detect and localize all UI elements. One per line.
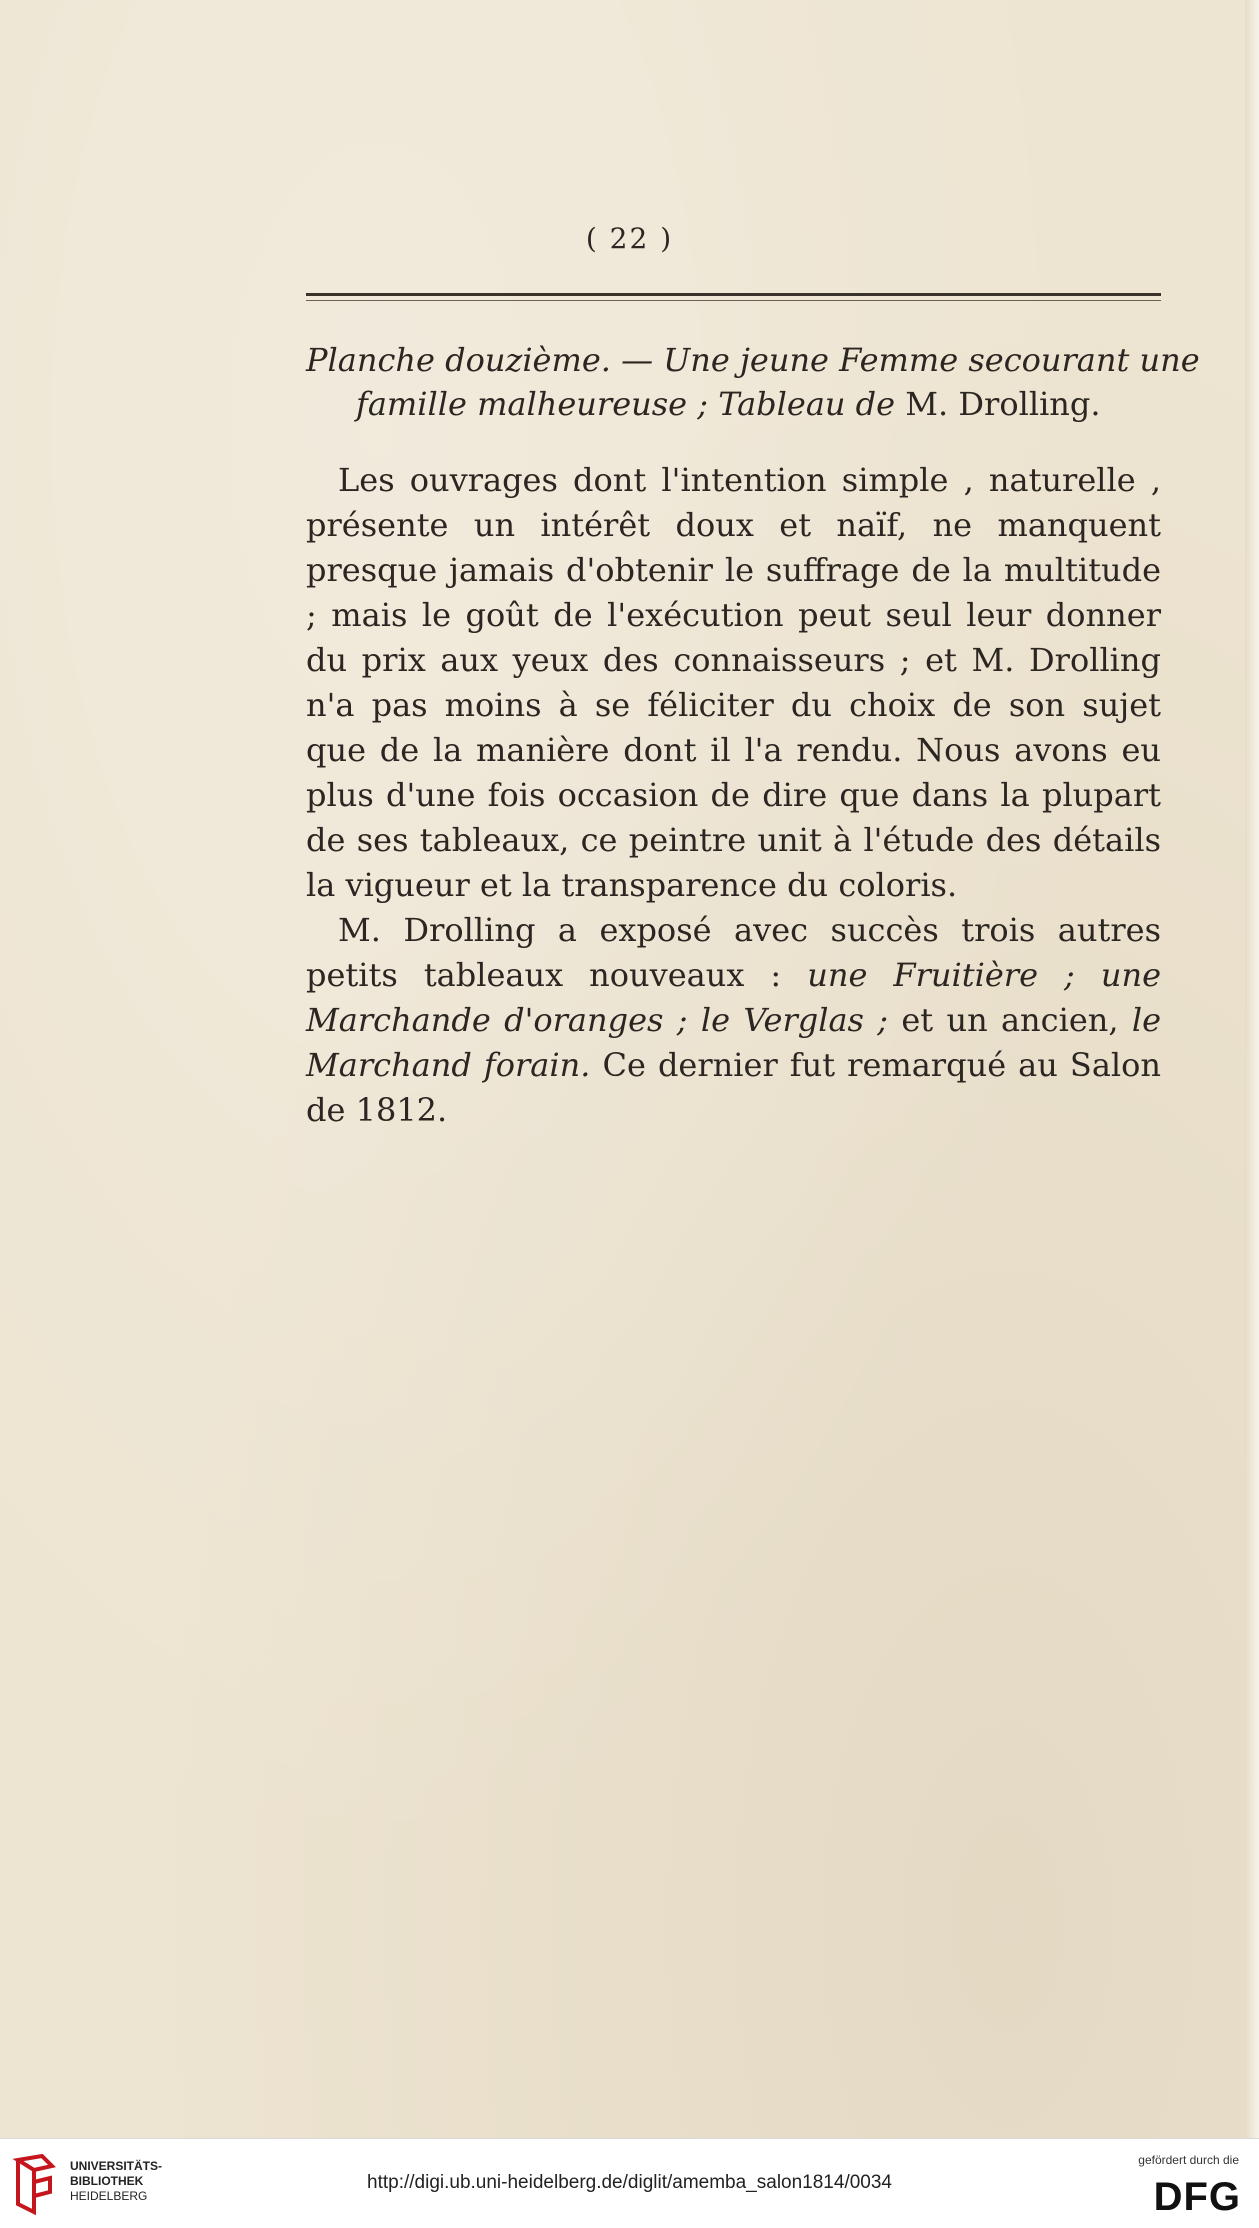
funded-by-label: gefördert durch die xyxy=(1138,2153,1239,2167)
body-text xyxy=(306,458,1161,1133)
painting-title-marchand-forain: le Marchand forain. xyxy=(306,1001,1162,1084)
p2-middle: et un ancien, xyxy=(901,1001,1119,1039)
painting-title-marchande: une Marchande d'oranges ; xyxy=(306,956,1162,1039)
heading-subtitle: famille malheureuse ; Tableau de xyxy=(356,385,896,423)
plate-heading xyxy=(306,338,1200,426)
dfg-logo: DFG xyxy=(1153,2175,1241,2219)
page-edge xyxy=(1245,0,1259,2138)
header-rule-thin xyxy=(306,300,1161,301)
source-url-link[interactable]: http://digi.ub.uni-heidelberg.de/diglit/amemba_salon1814/0034 xyxy=(367,2172,892,2193)
page-number: ( 22 ) xyxy=(585,222,674,255)
heading-author: M. Drolling. xyxy=(905,385,1101,423)
heading-title: Planche douzième. — Une jeune Femme secourant une xyxy=(306,341,1200,379)
painting-title-verglas: le Verglas ; xyxy=(700,1001,889,1039)
painting-title-fruitiere: une Fruitière ; xyxy=(807,956,1075,994)
p2-end: Ce dernier fut remarqué au Salon de 1812. xyxy=(306,1046,1162,1129)
paragraph-2 xyxy=(306,908,1161,1133)
footer-bar xyxy=(0,2138,1259,2228)
library-name-line2: BIBLIOTHEK xyxy=(70,2174,144,2188)
library-name-line1: UNIVERSITÄTS- xyxy=(70,2159,163,2173)
library-name-line3: HEIDELBERG xyxy=(70,2189,148,2203)
header-rule xyxy=(306,293,1161,296)
p2-start: M. Drolling a exposé avec succès trois autres petits tableaux nouveaux : xyxy=(306,911,1161,994)
paragraph-1: Les ouvrages dont l'intention simple , naturelle , présente un intérêt doux et naïf, ne manquent presque jamais d'obtenir le suffrage de la multitude ; mais le goût de l'exécution peut seul leur donner du prix aux yeux des connaisseurs ; et M. Drolling n'a pas moins à se féliciter du choix de son sujet que de la manière dont il l'a rendu. Nous avons eu plus d'une fois occasion de dire que dans la plupart de ses tableaux, ce peintre unit à l'étude des détails la vigueur et la transparence du coloris. xyxy=(306,461,1161,904)
